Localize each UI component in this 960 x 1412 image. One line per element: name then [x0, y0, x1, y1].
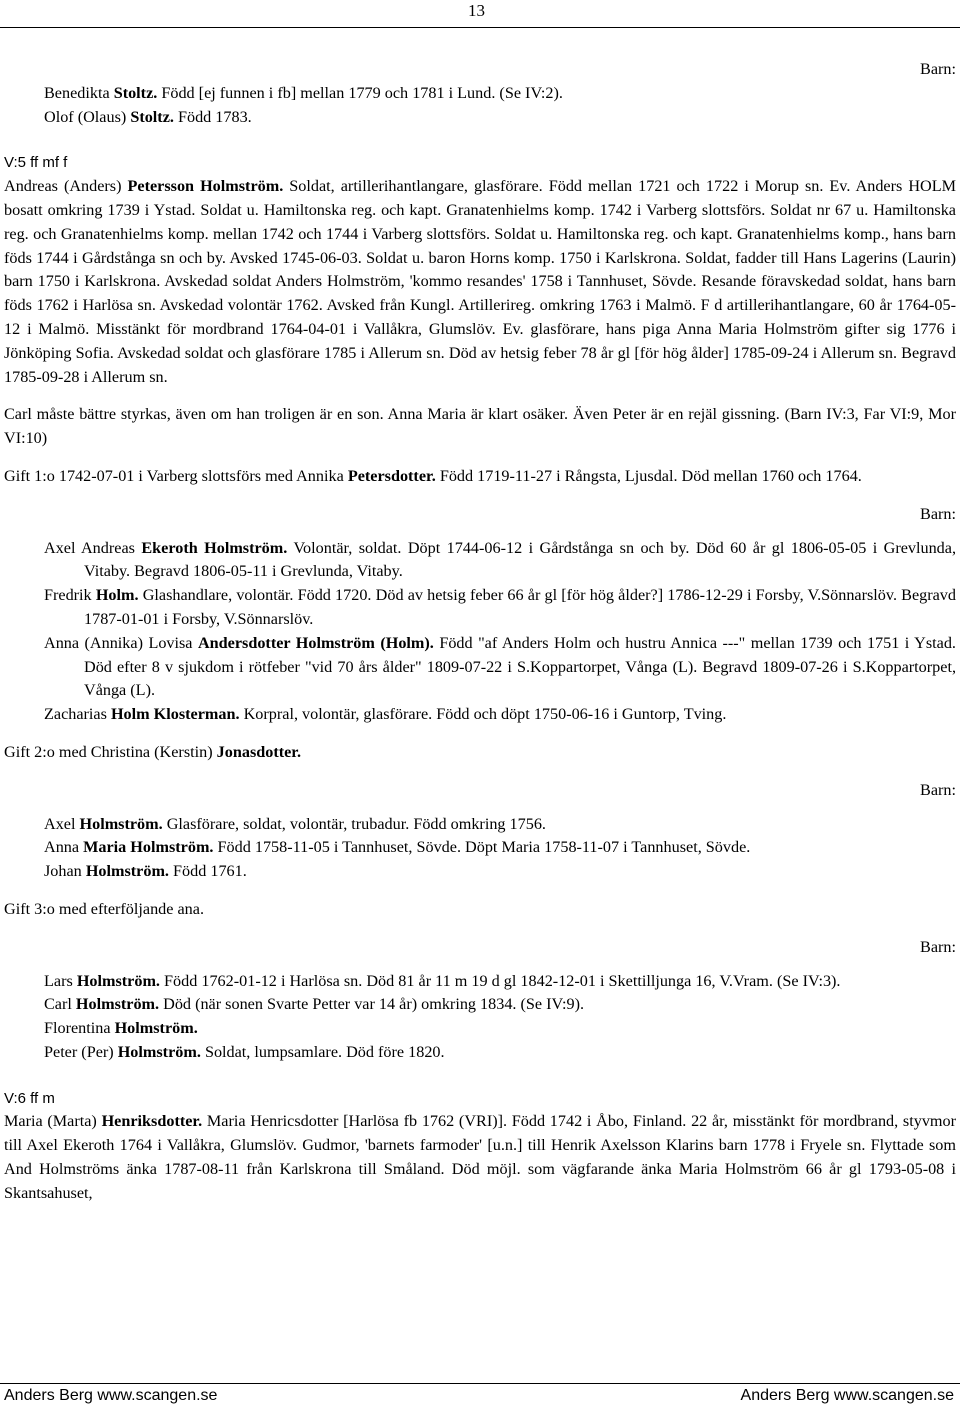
child-entry: Axel Holmström. Glasförare, soldat, volontär, trubadur. Född omkring 1756.: [44, 814, 546, 833]
child-entry: Fredrik Holm. Glashandlare, volontär. Född 1720. Död av hetsig feber 66 år gl [för hög ålder?] 1786-12-29 i Forsby, V.Sönnarslöv. Begravd 1787-01-01 i Forsby, V.Sönnarslöv.: [44, 586, 956, 628]
child-entry: Axel Andreas Ekeroth Holmström. Volontär, soldat. Döpt 1744-06-12 i Gårdstånga sn och by. Död 60 år gl 1806-05-05 i Grevlunda, Vitaby. Begravd 1806-05-11 i Grevlunda, Vitaby.: [44, 538, 957, 581]
page-content: [4, 58, 956, 1206]
child-entry: Zacharias Holm Klosterman. Korpral, volontär, glasförare. Född och döpt 1750-06-16 i Guntorp, Tving.: [44, 705, 727, 724]
child-entry: Benedikta Stoltz. Född [ej funnen i fb] mellan 1779 och 1781 i Lund. (Se IV:2).: [44, 83, 563, 102]
footer-right-credit: Anders Berg www.scangen.se: [740, 1387, 954, 1404]
children-heading: Barn:: [920, 504, 956, 523]
page-number: 13: [468, 1, 485, 20]
marriage-entry: Gift 1:o 1742-07-01 i Varberg slottsförs med Annika Petersdotter. Född 1719-11-27 i Rångsta, Ljusdal. Död mellan 1760 och 1764.: [4, 466, 862, 485]
marriage-entry: Gift 2:o med Christina (Kerstin) Jonasdotter.: [4, 742, 302, 761]
child-entry: Florentina Holmström.: [44, 1019, 198, 1038]
footer-rule: [0, 1383, 960, 1384]
child-entry: Anna (Annika) Lovisa Andersdotter Holmström (Holm). Född "af Anders Holm och hustru Annica ---" mellan 1739 och 1751 i Ystad. Död efter 8 v sjukdom i rötfeber "vid 70 års ålder" 1809-07-22 i S.Koppartorpet, Vånga (L). Begravd 1809-07-26 i S.Koppartorpet, Vånga (L).: [44, 633, 956, 700]
child-entry: Johan Holmström. Född 1761.: [44, 862, 247, 881]
biography: Maria (Marta) Henriksdotter. Maria Henricsdotter [Harlösa fb 1762 (VRI)]. Född 1742 i Åbo, Finland. 22 år, misstänkt för mordbrand, styvmor till Axel Ekeroth 1764 i Vallåkra, Glumslöv. Gudmor, 'barnets farmoder' [u.n.] till Henrik Axelsson Klarins barn 1778 i Fryele sn. Flyttade som And Holmströms änka 1787-08-11 från Karlskrona till Småland. Död möjl. som vägfarande änka Maria Holmström 66 år gl 1793-05-08 i Skantsahuset,: [4, 1112, 956, 1202]
marriage-entry: Gift 3:o med efterföljande ana.: [4, 899, 205, 918]
child-entry: Anna Maria Holmström. Född 1758-11-05 i Tannhuset, Sövde. Döpt Maria 1758-11-07 i Tannhuset, Sövde.: [44, 838, 751, 857]
child-entry: Peter (Per) Holmström. Soldat, lumpsamlare. Död före 1820.: [44, 1042, 445, 1061]
child-entry: Lars Holmström. Född 1762-01-12 i Harlösa sn. Död 81 år 11 m 19 d gl 1842-12-01 i Skettilljunga 16, V.Vram. (Se IV:3).: [44, 971, 841, 990]
child-entry: Carl Holmström. Död (när sonen Svarte Petter var 14 år) omkring 1834. (Se IV:9).: [44, 995, 585, 1014]
generation-label: V:6 ff m: [4, 1089, 55, 1107]
research-note: Carl måste bättre styrkas, även om han troligen är en son. Anna Maria är klart osäker. Även Peter är en rejäl gissning. (Barn IV:3, Far VI:9, Mor VI:10): [4, 405, 956, 448]
children-heading: Barn:: [920, 937, 956, 956]
child-entry: Olof (Olaus) Stoltz. Född 1783.: [44, 107, 252, 126]
biography: Andreas (Anders) Petersson Holmström. Soldat, artillerihantlangare, glasförare. Född mellan 1721 och 1722 i Morup sn. Ev. Anders HOLM bosatt omkring 1739 i Ystad. Soldat u. Hamiltonska reg. och kapt. Granatenhielms komp. 1742 i Varberg slottsförs. Soldat nr 67 u. Hamiltonska reg. och Granatenhielms komp. mellan 1742 och 1744 i Varberg slottsförs. Soldat u. Hamiltonska reg. och kapt. Granatenhielms komp., hans barn föds 1744 i Gårdstånga sn och by. Avsked 1745-06-03. Soldat u. baron Horns komp. 1750 i Karlskrona. Soldat, fadder till Hans Lagerins (Laurin) barn 1750 i Karlskrona. Avskedad soldat Anders Holmström, 'kommo resandes' 1758 i Tannhuset, Sövde. Resande föravskedad soldat, hans barn föds 1762 i Harlösa sn. Avskedad volontär 1762. Avsked från Kungl. Artillerireg. omkring 1763 i Malmö. F d artillerihantlangare, 60 år 1764-05-12 i Malmö. Misstänkt för mordbrand 1764-04-01 i Vallåkra, Glumslöv. Ev. glasförare, hans piga Anna Maria Holmström gifter sig 1776 i Jönköping Sofia. Avskedad soldat och glasförare 1785 i Allerum sn. Död av hetsig feber 78 år gl [för hög ålder] 1785-09-24 i Allerum sn. Begravd 1785-09-28 i Allerum sn.: [4, 177, 956, 386]
children-heading: Barn:: [920, 780, 956, 799]
header-rule: [0, 27, 960, 28]
children-heading: Barn:: [920, 60, 956, 78]
generation-label: V:5 ff mf f: [4, 154, 68, 172]
footer-left-credit: Anders Berg www.scangen.se: [4, 1387, 218, 1404]
